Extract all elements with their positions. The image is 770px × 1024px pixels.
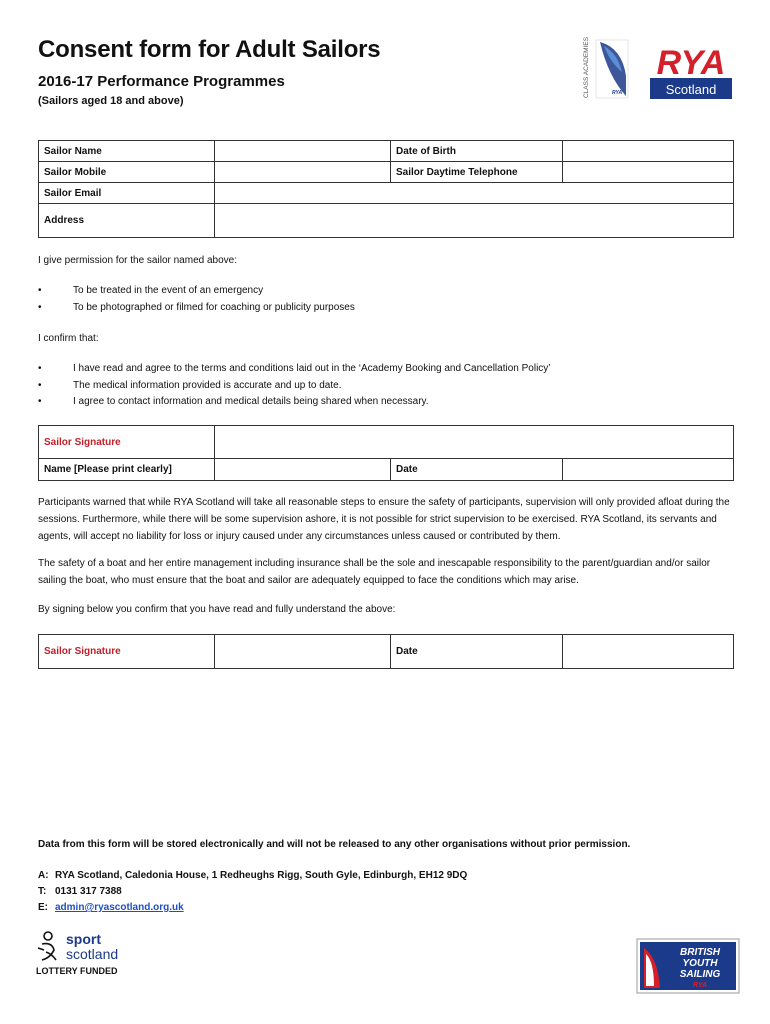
phone-line: T: 0131 317 7388: [38, 886, 122, 897]
sailor-mobile-field[interactable]: [215, 162, 391, 183]
sailor-signature-field[interactable]: [215, 635, 391, 669]
table-row: [39, 162, 734, 183]
date-field[interactable]: [563, 635, 734, 669]
phone-text: 0131 317 7388: [55, 886, 122, 897]
table-row: [39, 141, 734, 162]
signature-table-2: [38, 634, 734, 669]
contact-block: [38, 868, 467, 916]
sailor-email-field[interactable]: [215, 183, 734, 204]
bys-rya-text: RYA: [692, 982, 708, 989]
bullet: •: [38, 396, 42, 407]
list-item-text: I agree to contact information and medical details being shared when necessary.: [73, 396, 429, 407]
safety-paragraph: The safety of a boat and her entire management including insurance shall be the sole and inescapable responsibility to the parent/guardian and/or sailor sailing the boat, who must ensure that the boat and sailor are adequately equipped to face the conditions which may arise.: [38, 558, 711, 586]
table-row: [39, 459, 734, 481]
class-academies-logo: [578, 36, 632, 100]
list-item: [38, 378, 728, 395]
table-row: [39, 426, 734, 459]
age-note: (Sailors aged 18 and above): [38, 95, 184, 107]
list-item: [38, 300, 728, 317]
page-subtitle: 2016-17 Performance Programmes: [38, 73, 285, 90]
page-title: Consent form for Adult Sailors: [38, 36, 381, 63]
data-notice: Data from this form will be stored electronically and will not be released to any other organisations without prior permission.: [38, 839, 631, 850]
bys-line-3: SAILING: [679, 969, 721, 980]
sailor-email-label: Sailor Email: [39, 183, 215, 204]
scotland-word: scotland: [66, 946, 119, 962]
bys-line-1: BRITISH: [680, 947, 720, 958]
list-item-text: I have read and agree to the terms and conditions laid out in the ‘Academy Booking and Cancellation Policy’: [73, 363, 551, 374]
date-label: Date: [391, 459, 563, 481]
list-item-text: The medical information provided is accurate and up to date.: [73, 379, 342, 391]
list-item: [38, 394, 728, 411]
bullet: •: [38, 301, 42, 313]
permission-intro: I give permission for the sailor named above:: [38, 255, 237, 266]
name-print-label: Name [Please print clearly]: [39, 459, 215, 481]
list-item-text: To be photographed or filmed for coaching or publicity purposes: [73, 301, 355, 313]
address-field[interactable]: [215, 204, 734, 238]
bullet: •: [38, 285, 42, 296]
date-field[interactable]: [563, 459, 734, 481]
rya-mini-text: RYA: [612, 90, 623, 96]
lottery-hand-icon: [38, 932, 56, 960]
class-academies-text: CLASS ACADEMIES: [583, 36, 590, 98]
confirmation-paragraph: By signing below you confirm that you have read and fully understand the above:: [38, 604, 396, 615]
address-text: RYA Scotland, Caledonia House, 1 Redheughs Rigg, South Gyle, Edinburgh, EH12 9DQ: [55, 870, 468, 881]
name-print-field[interactable]: [215, 459, 391, 481]
date-of-birth-field[interactable]: [563, 141, 734, 162]
list-item: [38, 361, 728, 378]
rya-scotland-word: Scotland: [665, 82, 717, 97]
sailor-signature-label: Sailor Signature: [39, 635, 215, 669]
daytime-telephone-label: Sailor Daytime Telephone: [391, 162, 563, 183]
email-link[interactable]: admin@ryascotland.org.uk: [55, 902, 184, 913]
email-line: E: admin@ryascotland.org.uk: [38, 902, 184, 913]
date-label: Date: [391, 635, 563, 669]
british-youth-sailing-logo: [636, 938, 740, 994]
sailor-signature-field[interactable]: [215, 426, 734, 459]
date-of-birth-label: Date of Birth: [391, 141, 563, 162]
permission-list: [38, 283, 728, 316]
signature-table-1: [38, 425, 734, 481]
sport-word: sport: [66, 931, 101, 947]
sailor-name-label: Sailor Name: [39, 141, 215, 162]
table-row: [39, 635, 734, 669]
liability-paragraph: Participants warned that while RYA Scotland will take all reasonable steps to ensure the safety of participants, supervision will only provided afloat during the sessions. Furthermore, while there will be some supervision ashore, it is not possible for strict supervision to be exercised. RYA Scotland, its servants and agents, will accept no liability for loss or injury caused under any circumstances unless caused or contributed by them.: [38, 497, 730, 542]
sailor-name-field[interactable]: [215, 141, 391, 162]
address-label: Address: [39, 204, 215, 238]
bullet: •: [38, 363, 42, 374]
table-row: [39, 183, 734, 204]
rya-logo-text: RYA: [656, 44, 726, 82]
sailor-mobile-label: Sailor Mobile: [39, 162, 215, 183]
address-line: A: RYA Scotland, Caledonia House, 1 Redheughs Rigg, South Gyle, Edinburgh, EH12 9DQ: [38, 870, 468, 881]
bullet: •: [38, 379, 42, 391]
daytime-telephone-field[interactable]: [563, 162, 734, 183]
sportscotland-logo: [34, 928, 144, 978]
confirm-list: [38, 361, 728, 411]
sailor-signature-label: Sailor Signature: [39, 426, 215, 459]
list-item-text: To be treated in the event of an emergency: [73, 285, 264, 296]
rya-scotland-logo: [649, 38, 733, 100]
confirm-intro: I confirm that:: [38, 333, 99, 344]
list-item: [38, 283, 728, 300]
bys-line-2: YOUTH: [682, 958, 718, 969]
lottery-funded-text: LOTTERY FUNDED: [36, 966, 118, 976]
sailor-details-table: [38, 140, 734, 238]
table-row: [39, 204, 734, 238]
